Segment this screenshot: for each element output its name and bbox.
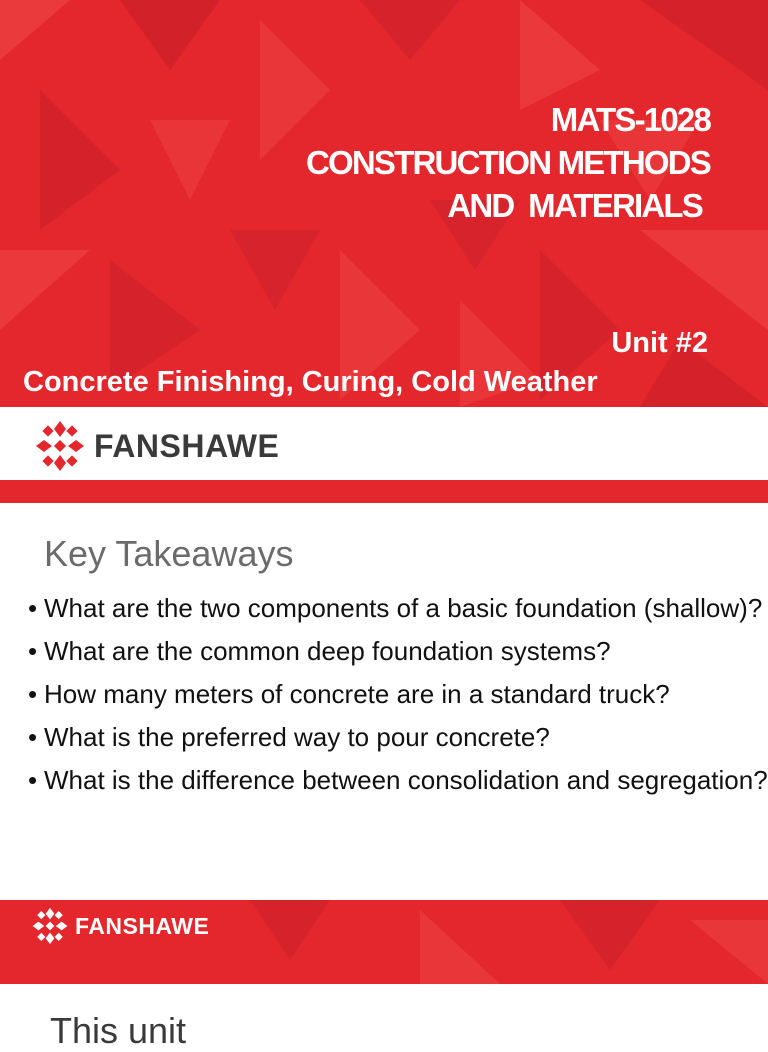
bullet-text: What is the preferred way to pour concrete? xyxy=(44,722,550,752)
unit-subtitle: Concrete Finishing, Curing, Cold Weather xyxy=(23,366,598,398)
header-band xyxy=(0,900,768,984)
logo-band xyxy=(0,407,768,480)
list-item xyxy=(28,720,768,755)
list-item xyxy=(28,763,768,798)
fanshawe-emblem-icon xyxy=(28,905,72,947)
bullet-text: How many meters of concrete are in a standard truck? xyxy=(44,679,670,709)
bullet-icon: • xyxy=(28,765,38,795)
key-takeaways-slide xyxy=(0,503,768,900)
logo-wordmark: FANSHAWE xyxy=(75,912,210,939)
list-item xyxy=(28,677,768,712)
list-item xyxy=(28,634,768,669)
bullet-text: What are the two components of a basic foundation (shallow)? xyxy=(44,593,763,623)
section-heading: This unit xyxy=(50,1010,187,1051)
list-item xyxy=(28,591,768,626)
bullet-text: What is the difference between consolidation and segregation? xyxy=(44,765,768,795)
unit-number: Unit #2 xyxy=(611,327,708,359)
course-code: MATS-1028 xyxy=(550,101,710,138)
bullet-icon: • xyxy=(28,679,38,709)
next-slide-partial xyxy=(0,900,768,1051)
logo-wordmark: FANSHAWE xyxy=(94,427,280,464)
bullet-icon: • xyxy=(28,722,38,752)
course-title-line-2: AND MATERIALS xyxy=(447,187,702,224)
bullet-icon: • xyxy=(28,593,38,623)
bullet-icon: • xyxy=(28,636,38,666)
title-slide xyxy=(0,0,768,503)
takeaways-list xyxy=(28,591,768,806)
section-heading: Key Takeaways xyxy=(44,533,294,574)
fanshawe-logo xyxy=(30,417,279,475)
course-title-line-1: CONSTRUCTION METHODS xyxy=(306,144,710,181)
fanshawe-logo xyxy=(28,905,209,947)
course-title xyxy=(90,98,710,227)
bullet-text: What are the common deep foundation systems? xyxy=(44,636,611,666)
bottom-strip xyxy=(0,480,768,503)
fanshawe-emblem-icon xyxy=(30,417,90,475)
